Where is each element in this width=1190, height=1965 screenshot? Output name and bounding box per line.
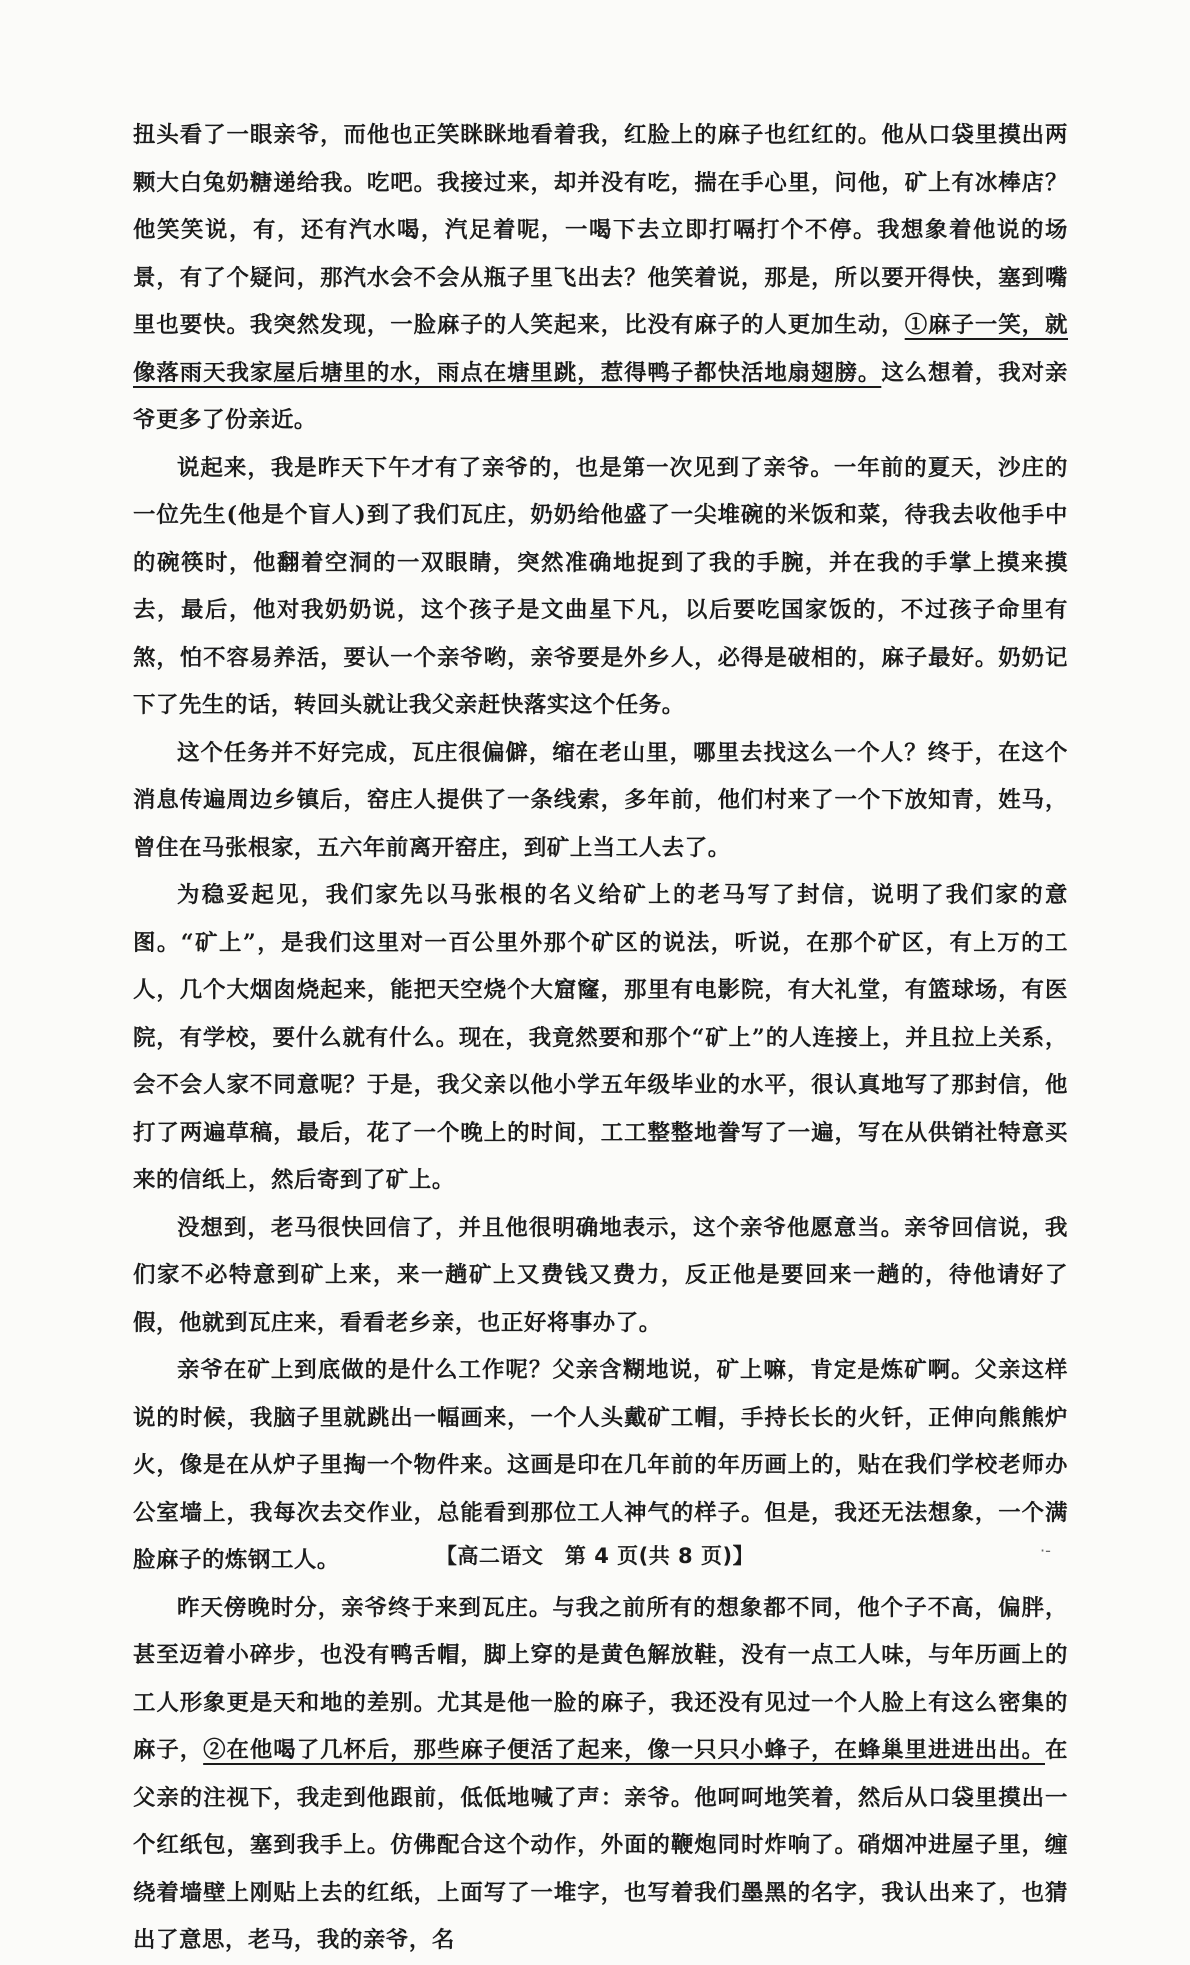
paragraph-4 — [133, 872, 1068, 1205]
underlined-sentence-2: ②在他喝了几杯后，那些麻子便活了起来，像一只只小蜂子，在蜂巢里进进出出。 — [203, 1737, 1045, 1763]
paragraph-text: 在父亲的注视下，我走到他跟前，低低地喊了声：亲爷。他呵呵地笑着，然后从口袋里摸出一个红纸包，塞到我手上。仿佛配合这个动作，外面的鞭炮同时炸响了。硝烟冲进屋子里，缠绕着墙壁上刚贴上去的红纸，上面写了一堆字，也写着我们墨黑的名字，我认出来了，也猜出了意思，老马，我的亲爷，名 — [133, 1737, 1068, 1953]
article-body — [133, 112, 1068, 1965]
paragraph-text: 这么想着，我对亲爷更多了份亲近。 — [133, 359, 1068, 433]
underlined-sentence-1: ①麻子一笑，就像落雨天我家屋后塘里的水，雨点在塘里跳，惹得鸭子都快活地扇翅膀。 — [133, 312, 1068, 386]
paragraph-2 — [133, 445, 1068, 730]
paragraph-text: 没想到，老马很快回信了，并且他很明确地表示，这个亲爷他愿意当。亲爷回信说，我们家不必特意到矿上来，来一趟矿上又费钱又费力，反正他是要回来一趟的，待他请好了假，他就到瓦庄来，看看老乡亲，也正好将事办了。 — [133, 1214, 1068, 1336]
paragraph-text: 亲爷在矿上到底做的是什么工作呢？父亲含糊地说，矿上嘛，肯定是炼矿啊。父亲这样说的时候，我脑子里就跳出一幅画来，一个人头戴矿工帽，手持长长的火钎，正伸向熊熊炉火，像是在从炉子里掏一个物件来。这画是印在几年前的年历画上的，贴在我们学校老师办公室墙上，我每次去交作业，总能看到那位工人神气的样子。但是，我还无法想象，一个满脸麻子的炼钢工人。 — [133, 1357, 1068, 1573]
paragraph-text: 扭头看了一眼亲爷，而他也正笑眯眯地看着我，红脸上的麻子也红红的。他从口袋里摸出两颗大白兔奶糖递给我。吃吧。我接过来，却并没有吃，揣在手心里，问他，矿上有冰棒店？他笑笑说，有，还有汽水喝，汽足着呢，一喝下去立即打嗝打个不停。我想象着他说的场景，有了个疑问，那汽水会不会从瓶子里飞出去？他笑着说，那是，所以要开得快，塞到嘴里也要快。我突然发现，一脸麻子的人笑起来，比没有麻子的人更加生动， — [133, 122, 1068, 338]
paragraph-7 — [133, 1585, 1068, 1965]
page-footer: 【高二语文 第 4 页(共 8 页)】 — [435, 1544, 755, 1568]
corner-mark: ·- — [1040, 1541, 1051, 1560]
paragraph-1 — [133, 112, 1068, 445]
paragraph-3 — [133, 730, 1068, 873]
paragraph-text: 说起来，我是昨天下午才有了亲爷的，也是第一次见到了亲爷。一年前的夏天，沙庄的一位先生(他是个盲人)到了我们瓦庄，奶奶给他盛了一尖堆碗的米饭和菜，待我去收他手中的碗筷时，他翻着空洞的一双眼睛，突然准确地捉到了我的手腕，并在我的手掌上摸来摸去，最后，他对我奶奶说，这个孩子是文曲星下凡，以后要吃国家饭的，不过孩子命里有煞，怕不容易养活，要认一个亲爷哟，亲爷要是外乡人，必得是破相的，麻子最好。奶奶记下了先生的话，转回头就让我父亲赶快落实这个任务。 — [133, 454, 1068, 718]
paragraph-5 — [133, 1205, 1068, 1348]
paragraph-text: 为稳妥起见，我们家先以马张根的名义给矿上的老马写了封信，说明了我们家的意图。“矿上”，是我们这里对一百公里外那个矿区的说法，听说，在那个矿区，有上万的工人，几个大烟囱烧起来，能把天空烧个大窟窿，那里有电影院，有大礼堂，有篮球场，有医院，有学校，要什么就有什么。现在，我竟然要和那个“矿上”的人连接上，并且拉上关系，会不会人家不同意呢？于是，我父亲以他小学五年级毕业的水平，很认真地写了那封信，他打了两遍草稿，最后，花了一个晚上的时间，工工整整地誊写了一遍，写在从供销社特意买来的信纸上，然后寄到了矿上。 — [133, 882, 1068, 1193]
paragraph-text: 这个任务并不好完成，瓦庄很偏僻，缩在老山里，哪里去找这么一个人？终于，在这个消息传遍周边乡镇后，窑庄人提供了一条线索，多年前，他们村来了一个下放知青，姓马，曾住在马张根家，五六年前离开窑庄，到矿上当工人去了。 — [133, 739, 1068, 861]
paragraph-text: 昨天傍晚时分，亲爷终于来到瓦庄。与我之前所有的想象都不同，他个子不高，偏胖，甚至迈着小碎步，也没有鸭舌帽，脚上穿的是黄色解放鞋，没有一点工人味，与年历画上的工人形象更是天和地的差别。尤其是他一脸的麻子，我还没有见过一个人脸上有这么密集的麻子， — [133, 1594, 1068, 1763]
